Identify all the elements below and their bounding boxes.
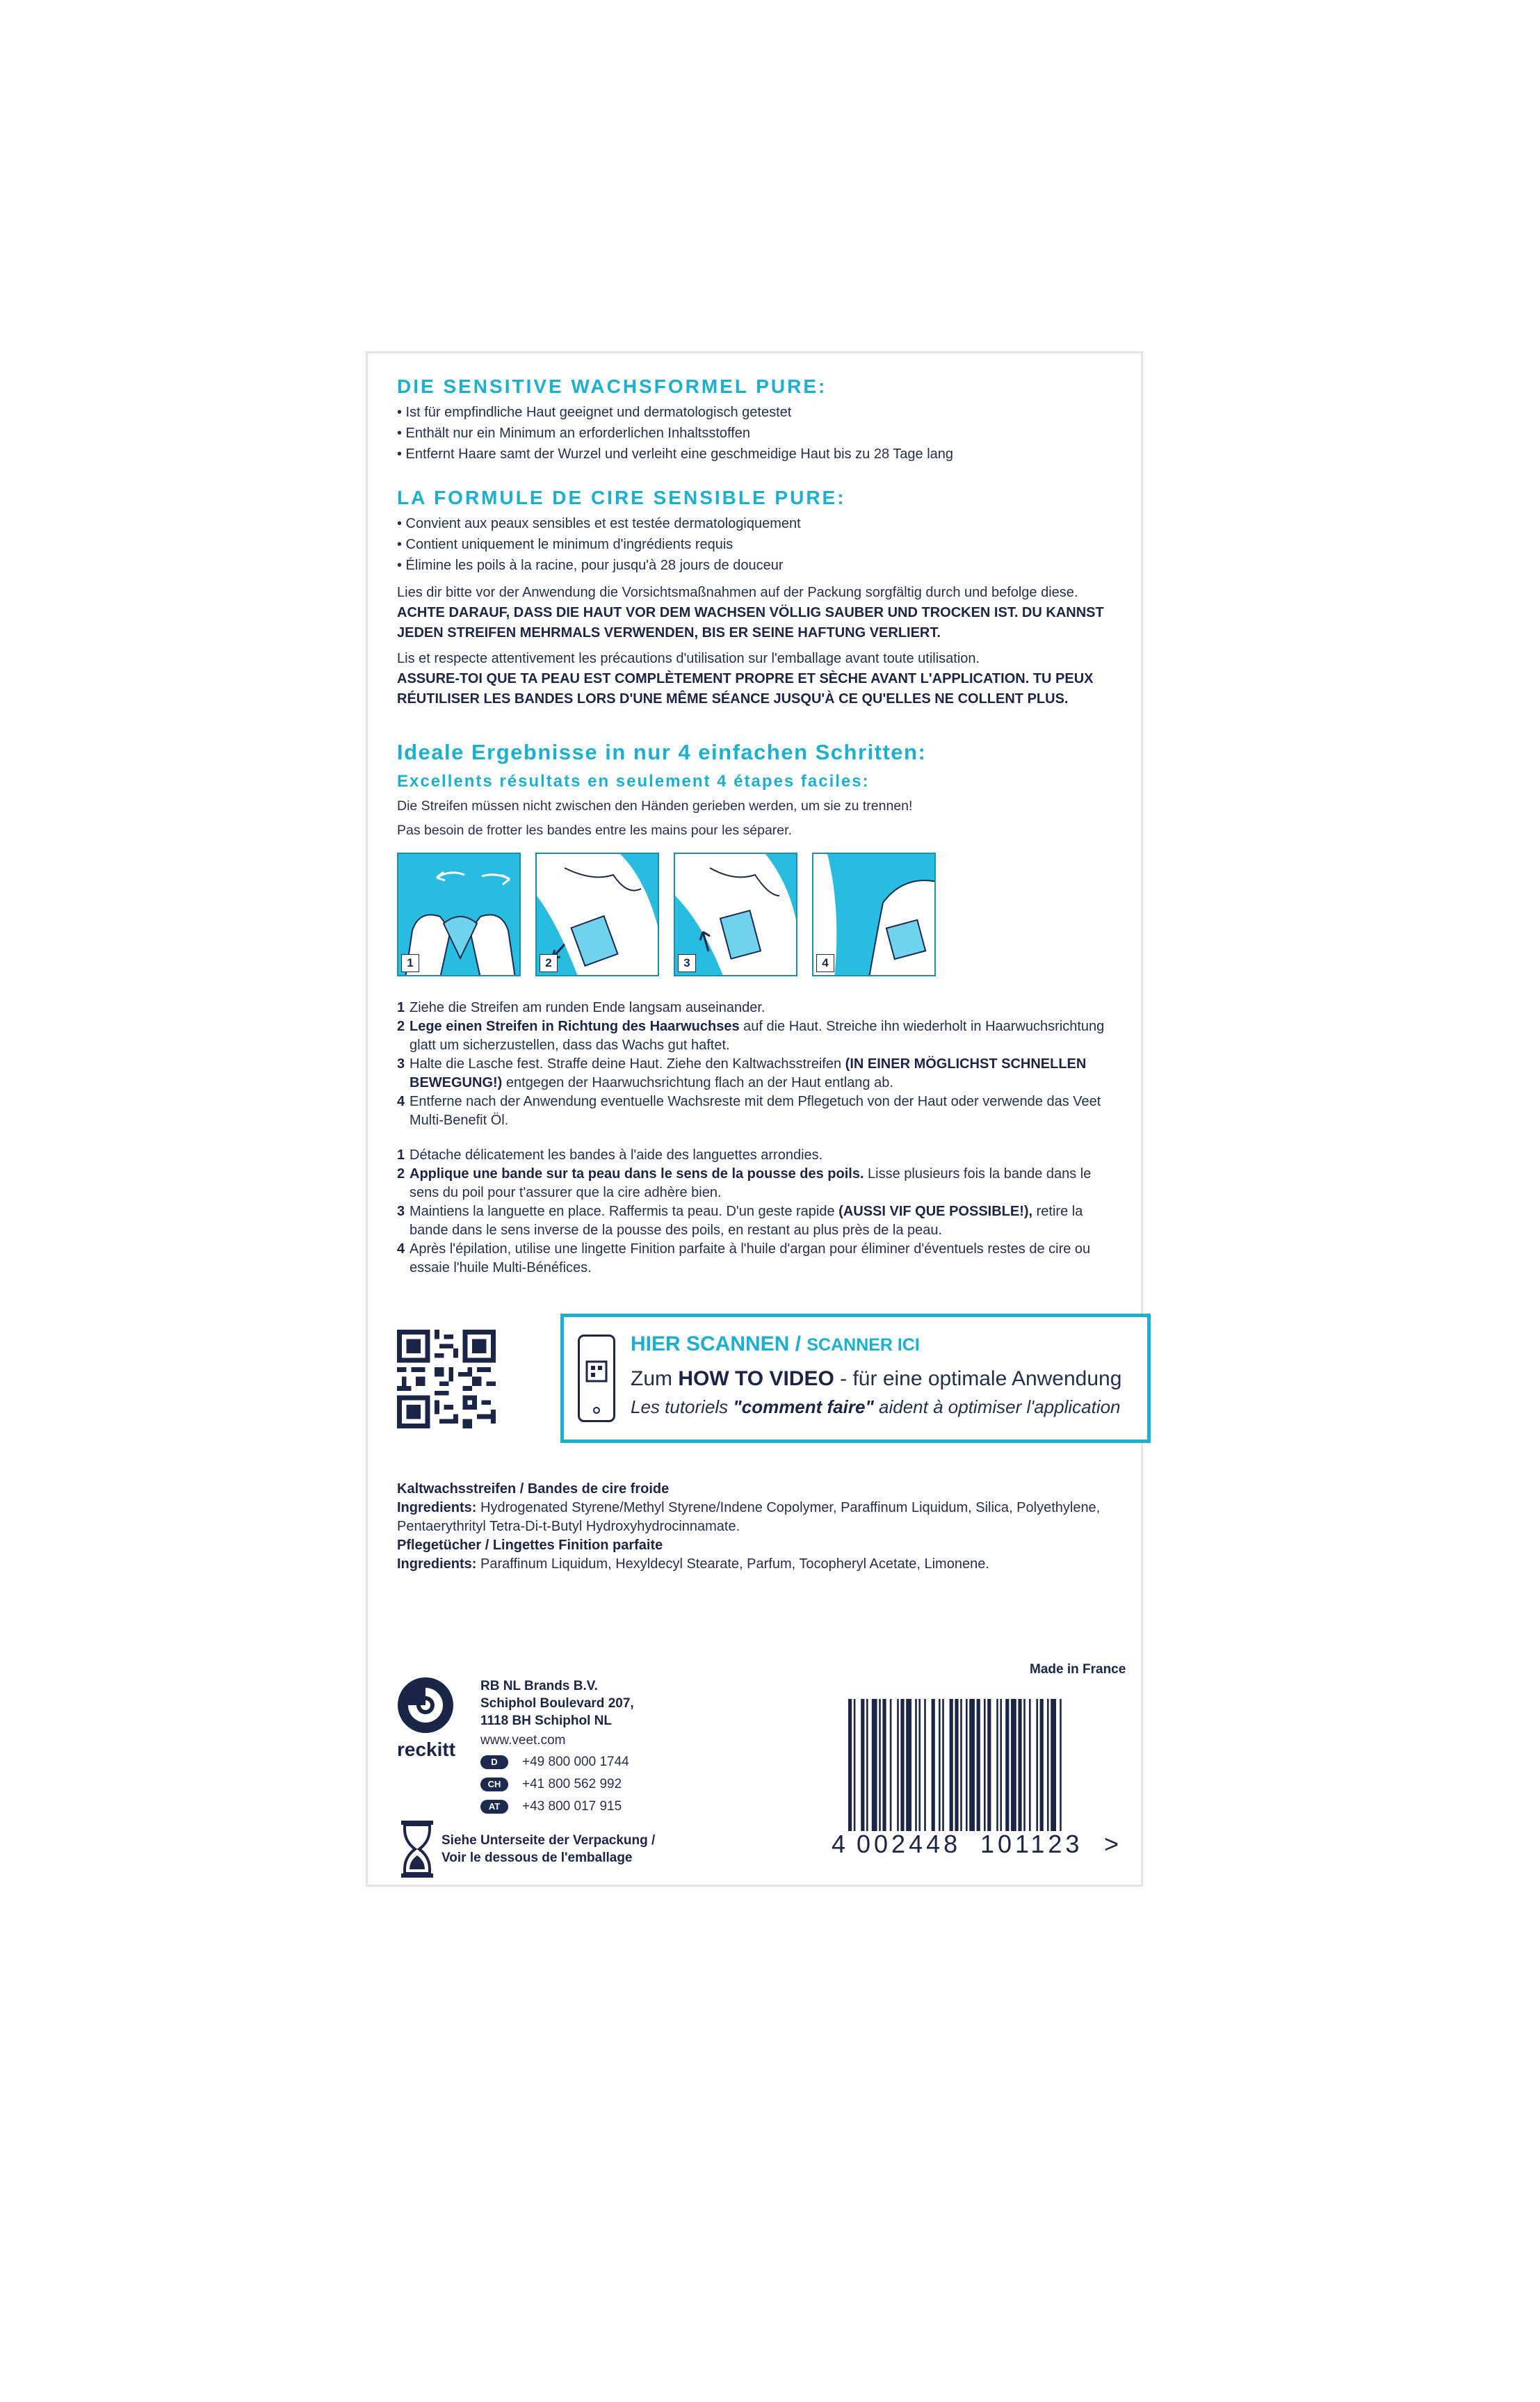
list-item	[397, 1093, 1116, 1130]
list-item: • Élimine les poils à la racine, pour jusqu'à 28 jours de douceur	[397, 558, 784, 573]
phone-qr-icon	[578, 1335, 615, 1422]
barcode-bar	[950, 1699, 953, 1831]
barcode-bar	[996, 1699, 998, 1831]
barcode-bar	[1029, 1699, 1031, 1831]
step-image-3	[674, 853, 797, 976]
step-image-4	[812, 853, 936, 976]
ingredients-heading: Pflegetücher / Lingettes Finition parfaite	[397, 1538, 663, 1553]
ingredients-text: Paraffinum Liquidum, Hexyldecyl Stearate, Parfum, Tocopheryl Acetate, Limonene.	[476, 1556, 989, 1572]
fr-precautions-bold: ASSURE-TOI QUE TA PEAU EST COMPLÈTEMENT PROPRE ET SÈCHE AVANT L'APPLICATION. TU PEUX RÉUTILISER LES BANDES LORS D'UNE MÊME SÉANCE JUSQU'À CE QU'ELLES NE COLLENT PLUS.	[397, 671, 1094, 707]
step-number: 4	[397, 1094, 405, 1109]
website-link[interactable]: www.veet.com	[480, 1733, 566, 1748]
step-number: 4	[397, 1241, 405, 1257]
barcode-bar	[1060, 1699, 1062, 1831]
barcode-bar	[966, 1699, 968, 1831]
step-bold: Applique une bande sur ta peau dans le sens de la pousse des poils.	[410, 1166, 864, 1182]
ingredients-heading: Kaltwachsstreifen / Bandes de cire froide	[397, 1481, 670, 1497]
barcode-bar	[1000, 1699, 1002, 1831]
step-bold: Lege einen Streifen in Richtung des Haarwuchses	[410, 1019, 740, 1034]
barcode-bar	[854, 1699, 856, 1831]
list-item	[397, 1240, 1116, 1277]
scan-video-box[interactable]	[560, 1314, 1151, 1443]
list-item	[480, 1796, 629, 1818]
list-item	[397, 1202, 1116, 1240]
qr-code-icon[interactable]	[397, 1330, 496, 1428]
barcode-bar	[942, 1699, 944, 1831]
step-image-number: 1	[401, 954, 419, 972]
scan-text: Les tutoriels	[631, 1396, 733, 1417]
scan-text: aident à optimiser l'application	[873, 1396, 1121, 1417]
de-precautions-bold: ACHTE DARAUF, DASS DIE HAUT VOR DEM WACHSEN VÖLLIG SAUBER UND TROCKEN IST. DU KANNST JEDEN STREIFEN MEHRMALS VERWENDEN, BIS ER SEINE HAFTUNG VERLIERT.	[397, 605, 1104, 640]
steps-title-de: Ideale Ergebnisse in nur 4 einfachen Schritten:	[397, 740, 927, 764]
list-item	[397, 1165, 1116, 1202]
barcode-bar	[960, 1699, 962, 1831]
step-text: entgegen der Haarwuchsrichtung flach an der Haut entlang ab.	[502, 1075, 893, 1090]
brand-name: reckitt	[397, 1739, 456, 1760]
step-text: Après l'épilation, utilise une lingette Finition parfaite à l'huile d'argan pour éliminer d'éventuels restes de cire ou essaie l'huile Multi-Bénéfices.	[410, 1241, 1091, 1275]
step-bold: (AUSSI VIF QUE POSSIBLE!),	[838, 1204, 1033, 1219]
barcode-bar	[1036, 1699, 1038, 1831]
list-item: • Ist für empfindliche Haut geeignet und dermatologisch getestet	[397, 405, 792, 420]
barcode-digit-first: 4	[832, 1830, 846, 1858]
barcode-bar	[918, 1699, 921, 1831]
barcode-bar	[1005, 1699, 1009, 1831]
step-images	[397, 853, 936, 976]
steps-note-fr: Pas besoin de frotter les bandes entre les mains pour les séparer.	[397, 823, 792, 838]
barcode-bar	[969, 1699, 975, 1831]
country-flag: CH	[480, 1778, 508, 1791]
barcode-digits	[832, 1830, 1124, 1863]
barcode-bar	[897, 1699, 899, 1831]
de-precautions-text: Lies dir bitte vor der Anwendung die Vorsichtsmaßnahmen auf der Packung sorgfältig durch und befolge diese.	[397, 585, 1078, 600]
scan-text-bold: HOW TO VIDEO	[678, 1367, 834, 1390]
ingredients-label: Ingredients:	[397, 1500, 477, 1515]
company-line: 1118 BH Schiphol NL	[480, 1714, 612, 1728]
barcode-bar	[1011, 1699, 1016, 1831]
steps-note-de: Die Streifen müssen nicht zwischen den Händen gerieben werden, um sie zu trennen!	[397, 798, 913, 814]
ingredients-block	[397, 1480, 1116, 1574]
step-image-1	[397, 853, 521, 976]
barcode-bar	[955, 1699, 958, 1831]
barcode-bar	[890, 1699, 892, 1831]
barcode-bar	[984, 1699, 986, 1831]
see-bottom-note	[441, 1832, 655, 1867]
fr-precautions	[397, 649, 1116, 709]
scan-title	[631, 1332, 920, 1356]
list-item	[480, 1751, 629, 1773]
step-text: retire la bande dans le sens inverse de la pousse des poils, en restant au plus près de la peau.	[410, 1204, 1083, 1238]
fr-formula-bullets	[397, 513, 801, 576]
ingredients-text: Hydrogenated Styrene/Methyl Styrene/Indene Copolymer, Paraffinum Liquidum, Silica, Polyethylene, Pentaerythrityl Tetra-Di-t-Butyl Hydroxyhydrocinnamate.	[397, 1500, 1101, 1534]
step-number: 2	[397, 1019, 405, 1034]
scan-text-bold: "comment faire"	[733, 1396, 874, 1417]
steps-list-fr	[397, 1146, 1116, 1277]
de-formula-title: DIE SENSITIVE WACHSFORMEL PURE:	[397, 376, 827, 397]
barcode-bar	[1040, 1699, 1044, 1831]
barcode-bar	[1018, 1699, 1021, 1831]
list-item: • Contient uniquement le minimum d'ingrédients requis	[397, 537, 733, 552]
step-number: 1	[397, 1147, 405, 1163]
step-text: Détache délicatement les bandes à l'aide des languettes arrondies.	[410, 1147, 823, 1163]
barcode-bar	[1047, 1699, 1049, 1831]
barcode-bar	[1023, 1699, 1026, 1831]
de-precautions	[397, 583, 1116, 643]
phone-number: +41 800 562 992	[522, 1777, 622, 1791]
step-text: Maintiens la languette en place. Raffermis ta peau. D'un geste rapide	[410, 1204, 839, 1219]
list-item: • Entfernt Haare samt der Wurzel und verleiht eine geschmeidige Haut bis zu 28 Tage lang	[397, 446, 954, 462]
barcode-bars	[832, 1699, 1124, 1838]
step-text: Entferne nach der Anwendung eventuelle Wachsreste mit dem Pflegetuch von der Haut oder verwende das Veet Multi-Benefit Öl.	[410, 1094, 1101, 1128]
step-text: Ziehe die Streifen am runden Ende langsam auseinander.	[410, 1000, 765, 1015]
list-item	[480, 1773, 629, 1796]
note-line: Voir le dessous de l'emballage	[441, 1851, 633, 1865]
scan-title-fr: SCANNER ICI	[807, 1335, 920, 1355]
company-line: Schiphol Boulevard 207,	[480, 1696, 634, 1711]
barcode-bar	[882, 1699, 886, 1831]
barcode-bar	[906, 1699, 911, 1831]
product-back-panel	[366, 351, 1143, 1887]
phone-number: +43 800 017 915	[522, 1799, 622, 1814]
list-item: • Convient aux peaux sensibles et est testée dermatologiquement	[397, 516, 801, 531]
step-bold: (IN EINER MÖGLICHST SCHNELLEN BEWEGUNG!)	[410, 1056, 1087, 1090]
barcode-bar	[861, 1699, 864, 1831]
scan-text: Zum	[631, 1367, 679, 1390]
step-image-number: 2	[540, 954, 558, 972]
barcode-bar	[939, 1699, 941, 1831]
step-image-number: 3	[678, 954, 696, 972]
fr-precautions-text: Lis et respecte attentivement les précautions d'utilisation sur l'emballage avant toute utilisation.	[397, 651, 980, 666]
barcode-bar	[879, 1699, 881, 1831]
barcode-bar	[915, 1699, 917, 1831]
step-number: 1	[397, 1000, 405, 1015]
barcode-bar	[900, 1699, 904, 1831]
barcode-bar	[932, 1699, 935, 1831]
de-formula-bullets	[397, 402, 953, 465]
step-number: 3	[397, 1204, 405, 1219]
list-item	[397, 1017, 1116, 1055]
scan-subtitle-fr	[631, 1396, 1121, 1418]
list-item: • Enthält nur ein Minimum an erforderlichen Inhaltsstoffen	[397, 426, 751, 441]
country-flag: AT	[480, 1800, 508, 1814]
phone-list	[480, 1751, 629, 1818]
hourglass-icon	[401, 1821, 433, 1878]
step-number: 3	[397, 1056, 405, 1072]
scan-title-de: HIER SCANNEN /	[631, 1332, 807, 1355]
step-number: 2	[397, 1166, 405, 1182]
barcode-bar	[987, 1699, 991, 1831]
company-address	[480, 1677, 634, 1730]
scan-text: - für eine optimale Anwendung	[834, 1367, 1122, 1390]
ingredients-label: Ingredients:	[397, 1556, 477, 1572]
made-in-label: Made in France	[1030, 1662, 1126, 1677]
reckitt-logo-icon	[397, 1677, 454, 1734]
phone-number: +49 800 000 1744	[522, 1755, 629, 1769]
barcode-bar	[866, 1699, 868, 1831]
steps-list-de	[397, 999, 1116, 1130]
step-text: Lisse plusieurs fois la bande dans le sens du poil pour t'assurer que la cire adhère bien.	[410, 1166, 1092, 1200]
barcode-digits-left: 002448	[857, 1830, 962, 1858]
step-image-number: 4	[816, 954, 834, 972]
barcode-bar	[977, 1699, 980, 1831]
scan-subtitle-de	[631, 1367, 1121, 1391]
company-line: RB NL Brands B.V.	[480, 1679, 598, 1693]
barcode-bar	[872, 1699, 877, 1831]
step-text: auf die Haut. Streiche ihn wiederholt in Haarwuchsrichtung glatt um sicherzustellen, dass das Wachs gut haftet.	[410, 1019, 1105, 1053]
note-line: Siehe Unterseite der Verpackung /	[441, 1833, 656, 1848]
list-item	[397, 999, 1116, 1017]
list-item	[397, 1146, 1116, 1165]
country-flag: D	[480, 1755, 508, 1769]
step-image-2	[535, 853, 659, 976]
barcode-end-mark: >	[1104, 1830, 1119, 1858]
barcode-bar	[848, 1699, 852, 1831]
barcode-bar	[1051, 1699, 1056, 1831]
barcode-bar	[924, 1699, 926, 1831]
steps-title-fr: Excellents résultats en seulement 4 étapes faciles:	[397, 772, 870, 791]
step-text: Halte die Lasche fest. Straffe deine Haut. Ziehe den Kaltwachsstreifen	[410, 1056, 845, 1072]
list-item	[397, 1055, 1116, 1093]
fr-formula-title: LA FORMULE DE CIRE SENSIBLE PURE:	[397, 487, 846, 508]
barcode-digits-right: 101123	[980, 1830, 1083, 1858]
barcode-icon	[832, 1699, 1124, 1866]
